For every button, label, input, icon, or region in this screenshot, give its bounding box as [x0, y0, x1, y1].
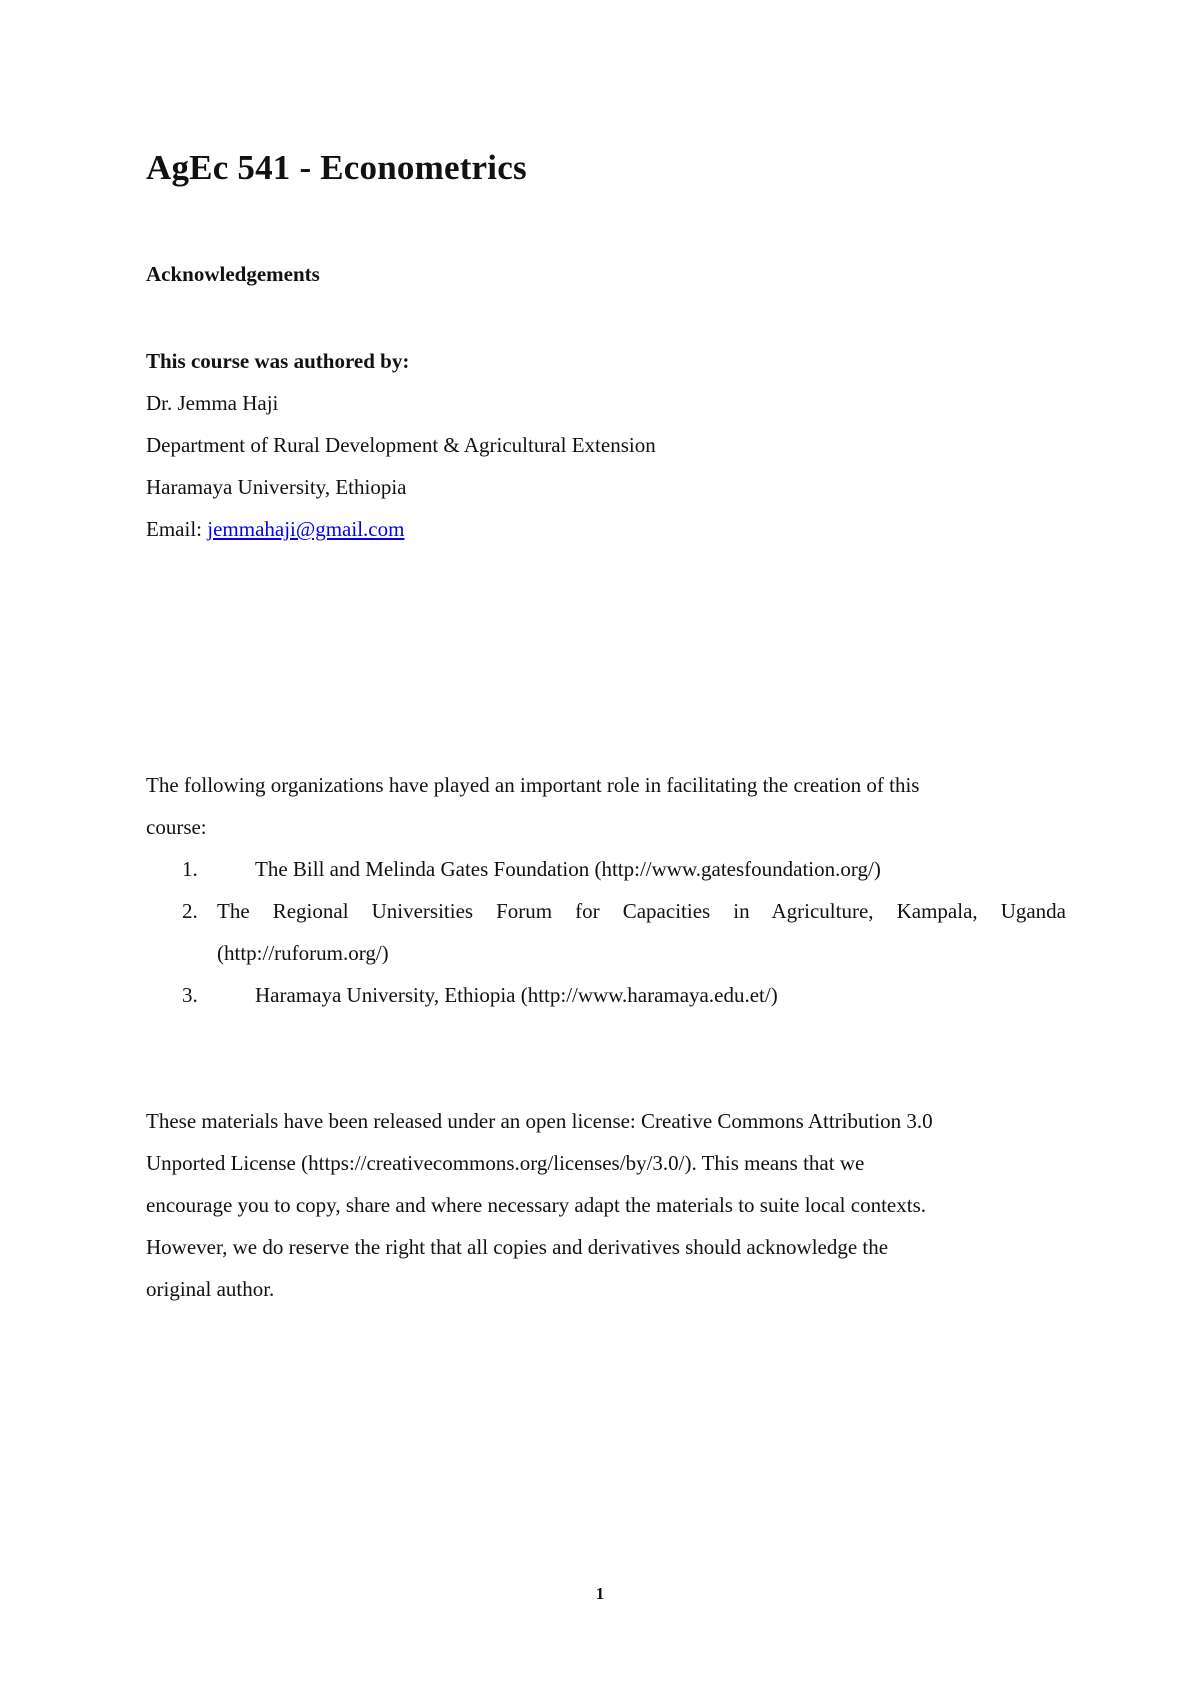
- list-item: [146, 890, 1066, 974]
- email-link[interactable]: jemmahaji@gmail.com: [207, 517, 405, 541]
- list-item: [146, 974, 1066, 1016]
- author-email-line: [146, 508, 1066, 550]
- list-item: [146, 848, 1066, 890]
- list-item-number: 1.: [182, 857, 198, 881]
- author-name: Dr. Jemma Haji: [146, 391, 279, 415]
- list-item-text: The Bill and Melinda Gates Foundation (http://www.gatesfoundation.org/): [255, 857, 881, 881]
- list-item-number: 3.: [182, 983, 198, 1007]
- license-line-4: However, we do reserve the right that all copies and derivatives should acknowledge the: [146, 1235, 889, 1259]
- acknowledgements-heading: Acknowledgements: [146, 262, 320, 286]
- page-content: [146, 138, 1066, 1301]
- license-line-2: Unported License (https://creativecommons.org/licenses/by/3.0/). This means that we: [146, 1151, 865, 1175]
- email-label: Email:: [146, 517, 208, 541]
- list-item-text-continued: (http://ruforum.org/): [217, 941, 389, 965]
- orgs-intro-line-1: The following organizations have played an important role in facilitating the creation of this: [146, 773, 920, 797]
- authored-by-label: This course was authored by:: [146, 349, 410, 373]
- license-line-5: original author.: [146, 1277, 275, 1301]
- list-item-number: 2.: [182, 899, 198, 923]
- page-number: 1: [595, 1584, 605, 1603]
- list-item-text: The Regional Universities Forum for Capacities in Agriculture, Kampala, Uganda: [217, 899, 1066, 923]
- list-item-text: Haramaya University, Ethiopia (http://www.haramaya.edu.et/): [255, 983, 778, 1007]
- document-title: AgEc 541 - Econometrics: [146, 148, 527, 187]
- author-university: Haramaya University, Ethiopia: [146, 475, 407, 499]
- organization-list: [146, 848, 1066, 1016]
- license-line-1: These materials have been released under an open license: Creative Commons Attribution 3.0: [146, 1109, 933, 1133]
- author-block: [146, 340, 1066, 550]
- author-department: Department of Rural Development & Agricultural Extension: [146, 433, 656, 457]
- license-paragraph: [146, 1100, 1066, 1310]
- orgs-intro-line-2: course:: [146, 815, 207, 839]
- organizations-section: [146, 764, 1066, 1016]
- license-line-3: encourage you to copy, share and where necessary adapt the materials to suite local contexts.: [146, 1193, 927, 1217]
